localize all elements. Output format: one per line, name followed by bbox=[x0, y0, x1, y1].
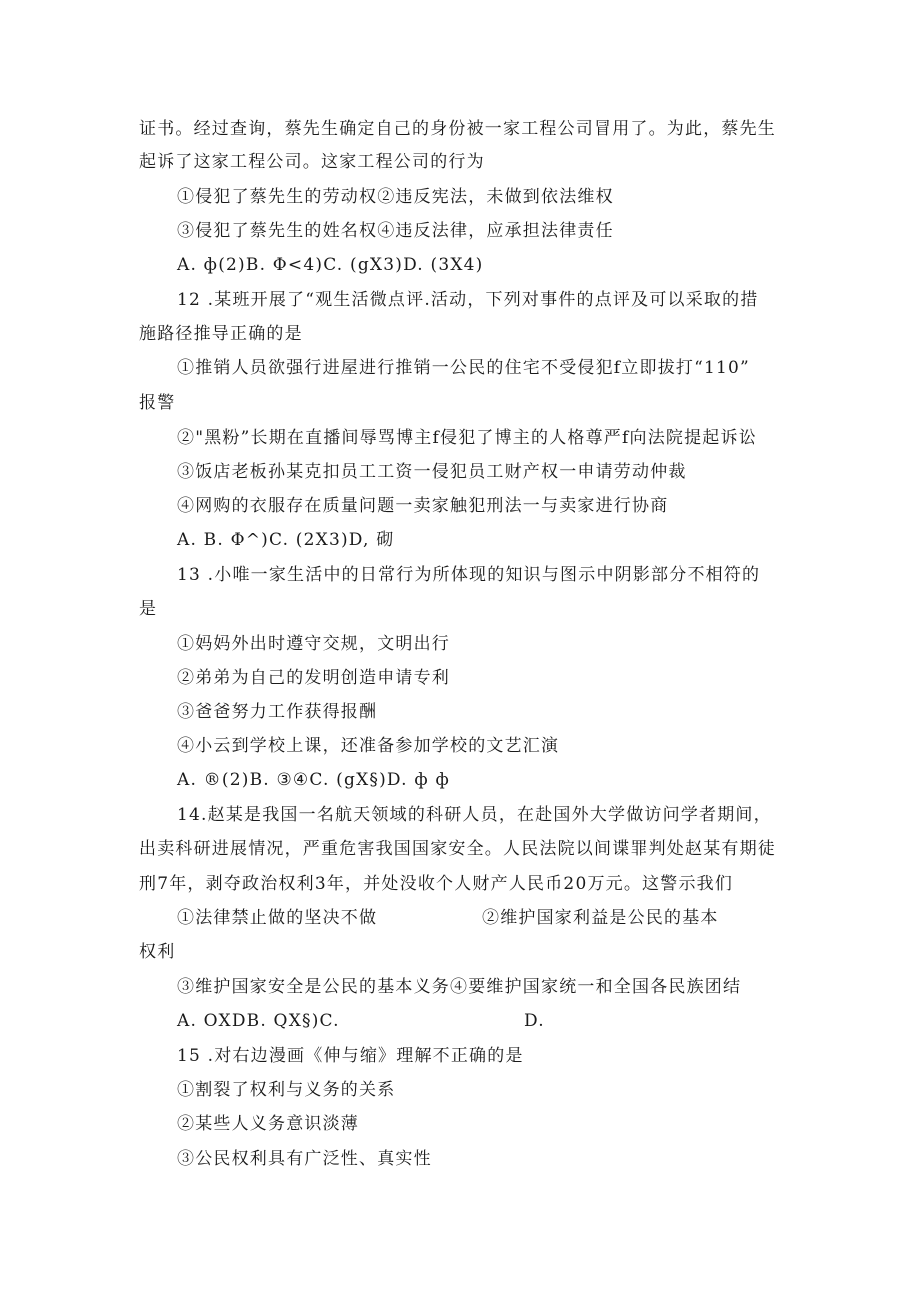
question-13: 13 .小唯一家生活中的日常行为所体现的知识与图示中阴影部分不相符的 bbox=[177, 565, 761, 585]
answer-options: A. B. Φ^)C. (2X3)D, 砌 bbox=[177, 530, 395, 550]
text-line: ①推销人员欲强行进屋进行推销一公民的住宅不受侵犯f立即拔打“110” bbox=[177, 358, 750, 378]
text-line: 出卖科研进展情况，严重危害我国国家安全。人民法院以间谍罪判处赵某有期徒 bbox=[139, 839, 776, 859]
text-line: ③爸爸努力工作获得报酬 bbox=[177, 702, 378, 722]
text-line: ①割裂了权利与义务的关系 bbox=[177, 1080, 396, 1100]
text-line: 是 bbox=[139, 599, 158, 619]
answer-options: A. OXDB. QX§)C. bbox=[177, 1011, 340, 1031]
text-line: 报警 bbox=[139, 393, 176, 413]
text-line: ①侵犯了蔡先生的劳动权②违反宪法，未做到依法维权 bbox=[177, 187, 614, 207]
text-line: 起诉了这家工程公司。这家工程公司的行为 bbox=[139, 152, 485, 172]
text-line: ③饭店老板孙某克扣员工工资一侵犯员工财产权一申请劳动仲裁 bbox=[177, 462, 687, 482]
text-line: 权利 bbox=[139, 942, 176, 962]
text-line: ②某些人义务意识淡薄 bbox=[177, 1114, 359, 1134]
text-line: ①妈妈外出时遵守交规，文明出行 bbox=[177, 634, 450, 654]
question-14: 14.赵某是我国一名航天领域的科研人员，在赴国外大学做访问学者期间， bbox=[177, 805, 772, 825]
text-line: ④小云到学校上课，还准备参加学校的文艺汇演 bbox=[177, 736, 560, 756]
question-12: 12 .某班开展了“观生活微点评.活动，下列对事件的点评及可以采取的措 bbox=[177, 290, 759, 310]
text-line: 施路径推导正确的是 bbox=[139, 324, 303, 344]
text-line: ③公民权利具有广泛性、真实性 bbox=[177, 1149, 432, 1169]
answer-options: A. ф(2)B. Φ<4)C. (gX3)D. (3X4) bbox=[177, 255, 484, 275]
text-line: ②维护国家利益是公民的基本 bbox=[482, 908, 719, 928]
text-line: ①法律禁止做的坚决不做 bbox=[177, 908, 378, 928]
answer-option-d: D. bbox=[524, 1011, 545, 1031]
text-line: ②弟弟为自己的发明创造申请专利 bbox=[177, 668, 450, 688]
answer-options: A. ®(2)B. ③④C. (gX§)D. ф ф bbox=[177, 770, 450, 790]
text-line: ④网购的衣服存在质量问题一卖家触犯刑法一与卖家进行协商 bbox=[177, 496, 669, 516]
text-line: ③侵犯了蔡先生的姓名权④违反法律，应承担法律责任 bbox=[177, 221, 614, 241]
text-line: ②"黑粉”长期在直播间辱骂博主f侵犯了博主的人格尊严f向法院提起诉讼 bbox=[177, 428, 757, 448]
text-line: 证书。经过查询，蔡先生确定自己的身份被一家工程公司冒用了。为此，蔡先生 bbox=[139, 119, 776, 139]
text-line: 刑7年，剥夺政治权利3年，并处没收个人财产人民币20万元。这警示我们 bbox=[139, 874, 734, 894]
text-line: ③维护国家安全是公民的基本义务④要维护国家统一和全国各民族团结 bbox=[177, 977, 742, 997]
question-15: 15 .对右边漫画《伸与缩》理解不正确的是 bbox=[177, 1046, 524, 1066]
